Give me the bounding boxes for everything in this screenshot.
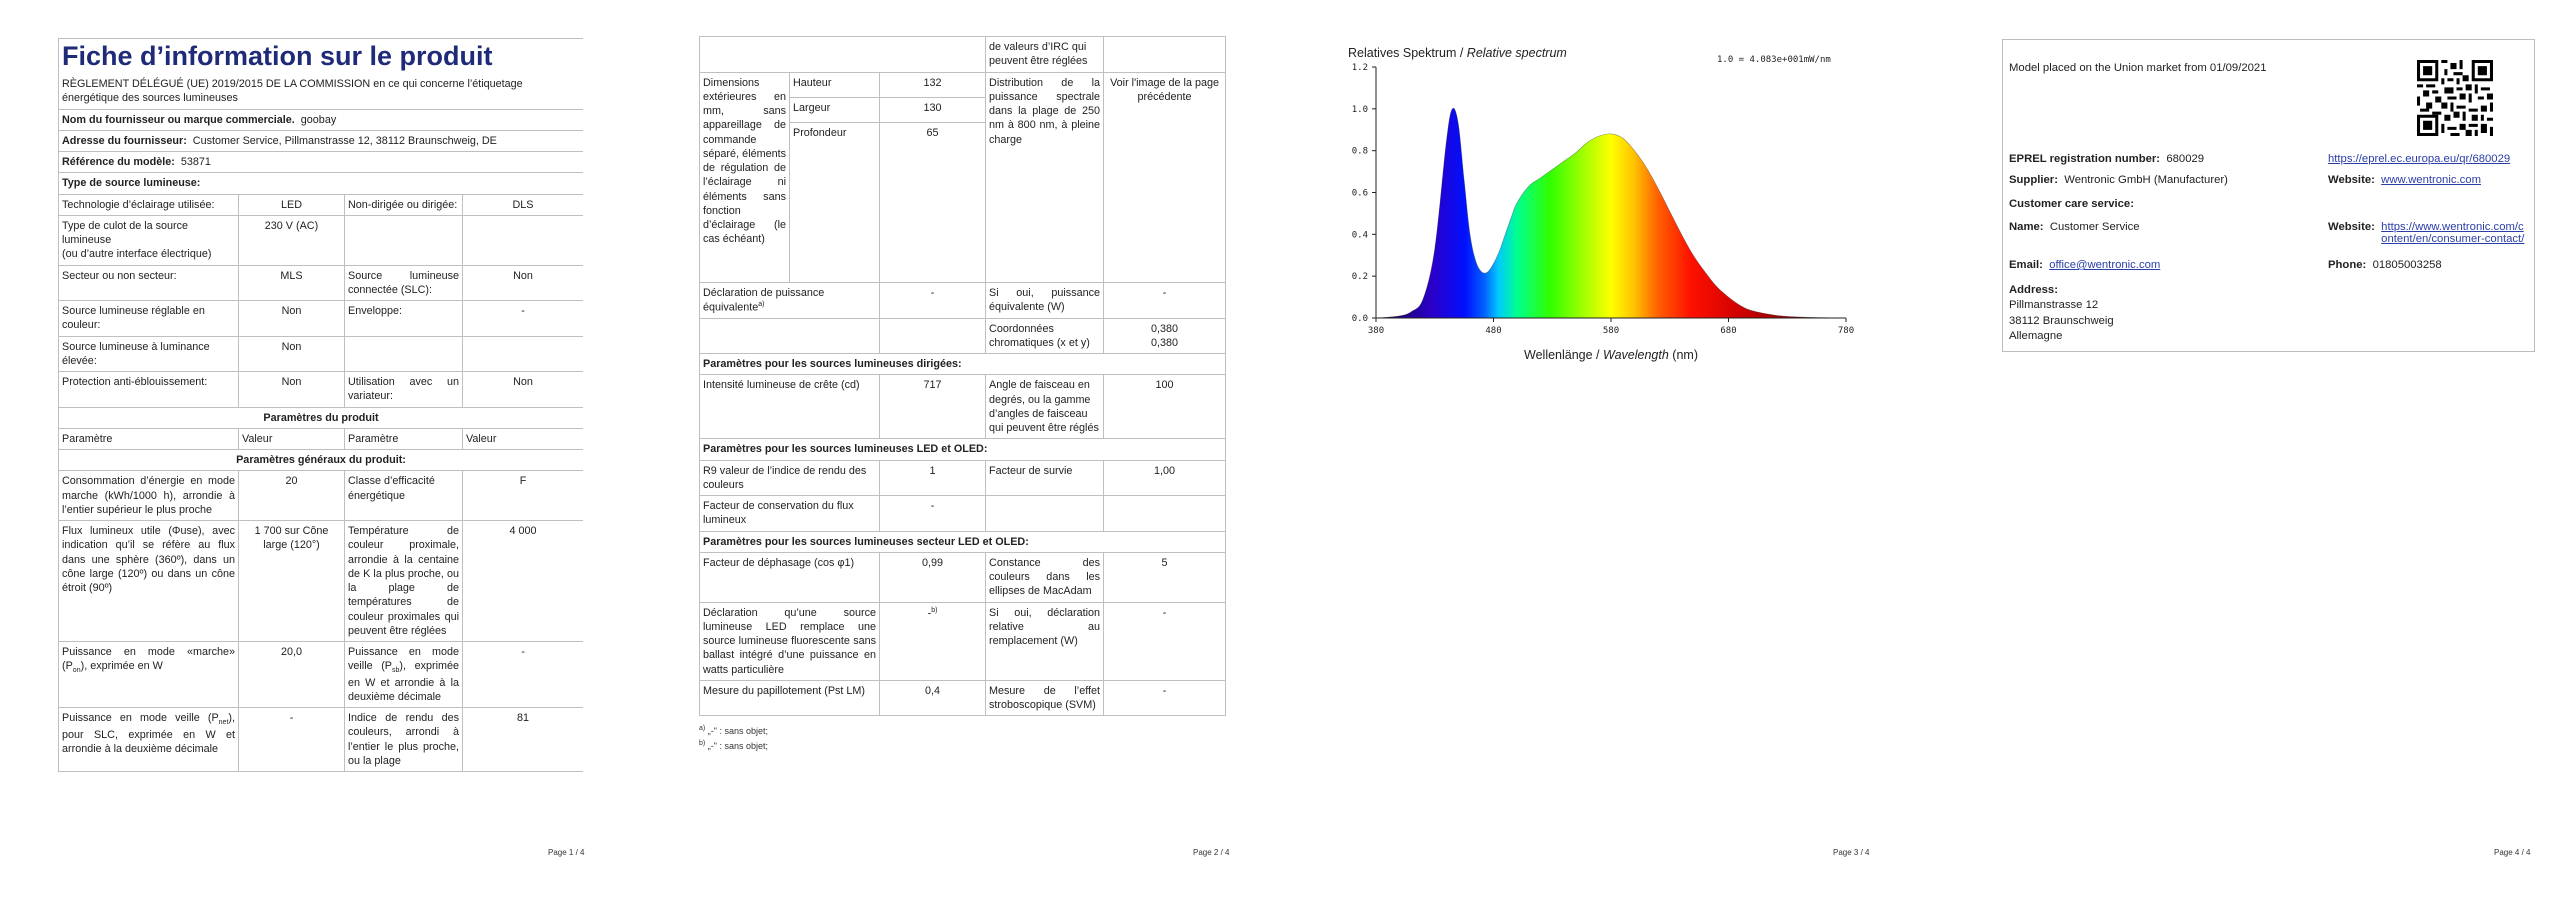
page-1 [0, 0, 640, 905]
page-title: Fiche d’information sur le produit [62, 41, 493, 71]
directional-heading: Paramètres pour les sources lumineuses dirigées: [700, 354, 1226, 375]
regulation-subtitle: RÈGLEMENT DÉLÉGUÉ (UE) 2019/2015 DE LA COMMISSION en ce qui concerne l’étiquetage énergétique des sources lumineuses [62, 78, 523, 105]
phone-number: 01805003258 [2372, 259, 2442, 271]
website-link[interactable]: www.wentronic.com [2381, 174, 2481, 186]
y-tick-label: 0.2 [1351, 272, 1368, 283]
column-headers: Paramètre Valeur Paramètre Valeur [59, 428, 584, 449]
plot-area [1352, 63, 1854, 336]
table-row: Facteur de conservation du flux lumineux - [700, 496, 1226, 532]
spectrum-chart [1280, 0, 1920, 420]
table-row: Déclaration de puissance équivalente$^{a)}$ - Si oui, puissance équivalente (W) - [700, 282, 1226, 318]
x-tick-label: 580 [1602, 326, 1620, 336]
y-tick-label: 0.0 [1351, 314, 1368, 324]
light-source-type-heading: Type de source lumineuse: [59, 173, 584, 194]
x-tick-label: 480 [1485, 326, 1502, 336]
table-row: Flux lumineux utile (Φuse), avec indication qu’il se réfère au flux dans une sphère (360º), dans un cône large (120º) ou dans un cône étroit (90º) 1 700 sur Cône large (120°) Température de couleur proximale, arrondie à la centaine de K la plus proche, ou la plage de températures de couleur proximales qui peuvent être réglées 4 000 [59, 521, 584, 642]
y-tick-label: 0.4 [1351, 230, 1368, 241]
general-params-heading: Paramètres généraux du produit: [59, 450, 584, 471]
table-row: Source lumineuse à luminance élevée: Non [59, 336, 584, 372]
table-row: Dimensions extérieures en mm, sans appareillage de commande séparé, éléments de régulation de l’éclairage ni éléments sans fonction d’éclairage (le cas échéant) Hauteur 132 Distribution de la puissance spectrale dans la plage de 250 nm à 800 nm, à pleine charge Voir l'image de la page précédente [700, 72, 1226, 97]
email-link[interactable]: office@wentronic.com [2049, 259, 2161, 271]
y-tick-label: 0.8 [1351, 146, 1368, 157]
table-row: Profondeur 65 [700, 122, 1226, 282]
x-tick-label: 380 [1367, 326, 1385, 336]
consumer-contact-link[interactable]: https://www.wentronic.com/content/en/consumer-contact/ [2381, 221, 2525, 245]
eprel-info-box: Model placed on the Union market from 01/09/2021 EPREL registration number: 680029 https://eprel.ec.europa.eu/qr/680029 Supplier: Wentronic GmbH (Manufacturer) Website: www.wentronic.com Customer care service: Name: Customer Service Website: https://www.wentronic.com/content/en/consumer-contact/ Email: office@wentronic.com Phone: 01805003258 Address: Pillmanstrasse 12 38112 Braunschweig Allemagne [2002, 39, 2535, 352]
product-params-table-continued [699, 36, 1226, 716]
y-tick-label: 1.2 [1351, 63, 1368, 73]
x-tick-label: 680 [1720, 326, 1737, 336]
table-row: Largeur 130 [700, 97, 1226, 122]
table-row: Puissance en mode veille $(P_{net})$, pour SLC, exprimée en W et arrondie à la deuxième décimale - Indice de rendu des couleurs, arrondi à l’entier le plus proche, ou la plage 81 [59, 708, 584, 772]
product-info-table [58, 38, 583, 772]
footnote-a: $^{a)}$ „-" : sans objet; [699, 725, 768, 737]
product-params-heading: Paramètres du produit [59, 407, 584, 428]
table-row: Mesure du papillotement (Pst LM) 0,4 Mesure de l’effet stroboscopique (SVM) - [700, 680, 1226, 716]
page-number: Page 3 / 4 [1833, 848, 1870, 857]
page-2 [640, 0, 1280, 905]
table-row: Type de culot de la source lumineuse (ou d’autre interface électrique) 230 V (AC) [59, 215, 584, 265]
customer-care-heading: Customer care service: [2009, 198, 2134, 210]
table-row: Secteur ou non secteur: MLS Source lumineuse connectée (SLC): Non [59, 265, 584, 301]
table-row: Intensité lumineuse de crête (cd) 717 Angle de faisceau en degrés, ou la gamme d’angles de faisceau qui peuvent être réglés 100 [700, 375, 1226, 439]
x-tick-label: 780 [1837, 326, 1855, 336]
table-row: Source lumineuse réglable en couleur: Non Enveloppe: - [59, 301, 584, 337]
led-heading: Paramètres pour les sources lumineuses LED et OLED: [700, 439, 1226, 460]
table-row: Coordonnées chromatiques (x et y) 0,380 0,380 [700, 318, 1226, 354]
y-tick-label: 1.0 [1351, 104, 1368, 115]
mains-led-heading: Paramètres pour les sources lumineuses secteur LED et OLED: [700, 531, 1226, 552]
page-number: Page 4 / 4 [2494, 848, 2531, 857]
address-row: Adresse du fournisseur: Customer Service, Pillmanstrasse 12, 38112 Braunschweig, DE [59, 130, 584, 151]
supplier-row: Nom du fournisseur ou marque commerciale. goobay [59, 109, 584, 130]
footnote-b: $^{b)}$ „-" : sans objet; [699, 739, 768, 751]
table-row: Protection anti-éblouissement: Non Utilisation avec un variateur: Non [59, 372, 584, 408]
qr-code-icon [2417, 60, 2493, 136]
table-row: Technologie d’éclairage utilisée: LED Non-dirigée ou dirigée: DLS [59, 194, 584, 215]
page-number: Page 1 / 4 [548, 848, 585, 857]
footnotes [699, 724, 1225, 753]
table-row: Déclaration qu’une source lumineuse LED remplace une source lumineuse fluorescente sans ballast intégré d’une puissance en watts particulière -$^{b)}$ Si oui, déclaration relative au remplacement (W) - [700, 602, 1226, 680]
market-placement: Model placed on the Union market from 01/09/2021 [2009, 62, 2267, 74]
y-tick-label: 0.6 [1351, 188, 1368, 199]
chart-scale-annotation: 1.0 = 4.083e+001mW/nm [1717, 55, 1831, 65]
address-block: Address: Pillmanstrasse 12 38112 Braunschweig Allemagne [2009, 284, 2114, 342]
table-row: R9 valeur de l’indice de rendu des couleurs 1 Facteur de survie 1,00 [700, 460, 1226, 496]
table-row: Facteur de déphasage (cos φ1) 0,99 Constance des couleurs dans les ellipses de MacAdam 5 [700, 552, 1226, 602]
table-row: Puissance en mode «marche» $(P_{on})$, exprimée en W 20,0 Puissance en mode veille $(P_{sb})$, exprimée en W et arrondie à la deuxième décimale - [59, 642, 584, 708]
table-row: de valeurs d’IRC qui peuvent être réglées [700, 37, 1226, 73]
table-row: Consommation d’énergie en mode marche (kWh/1000 h), arrondie à l’entier supérieur le plus proche 20 Classe d’efficacité énergétique F [59, 471, 584, 521]
page-3 [1280, 0, 1920, 905]
chart-title: Relatives Spektrum / Relative spectrum [1348, 46, 1567, 60]
eprel-link[interactable]: https://eprel.ec.europa.eu/qr/680029 [2328, 153, 2511, 165]
page-number: Page 2 / 4 [1193, 848, 1230, 857]
x-axis-label: Wellenlänge / Wavelength (nm) [1524, 348, 1698, 362]
model-row: Référence du modèle: 53871 [59, 152, 584, 173]
